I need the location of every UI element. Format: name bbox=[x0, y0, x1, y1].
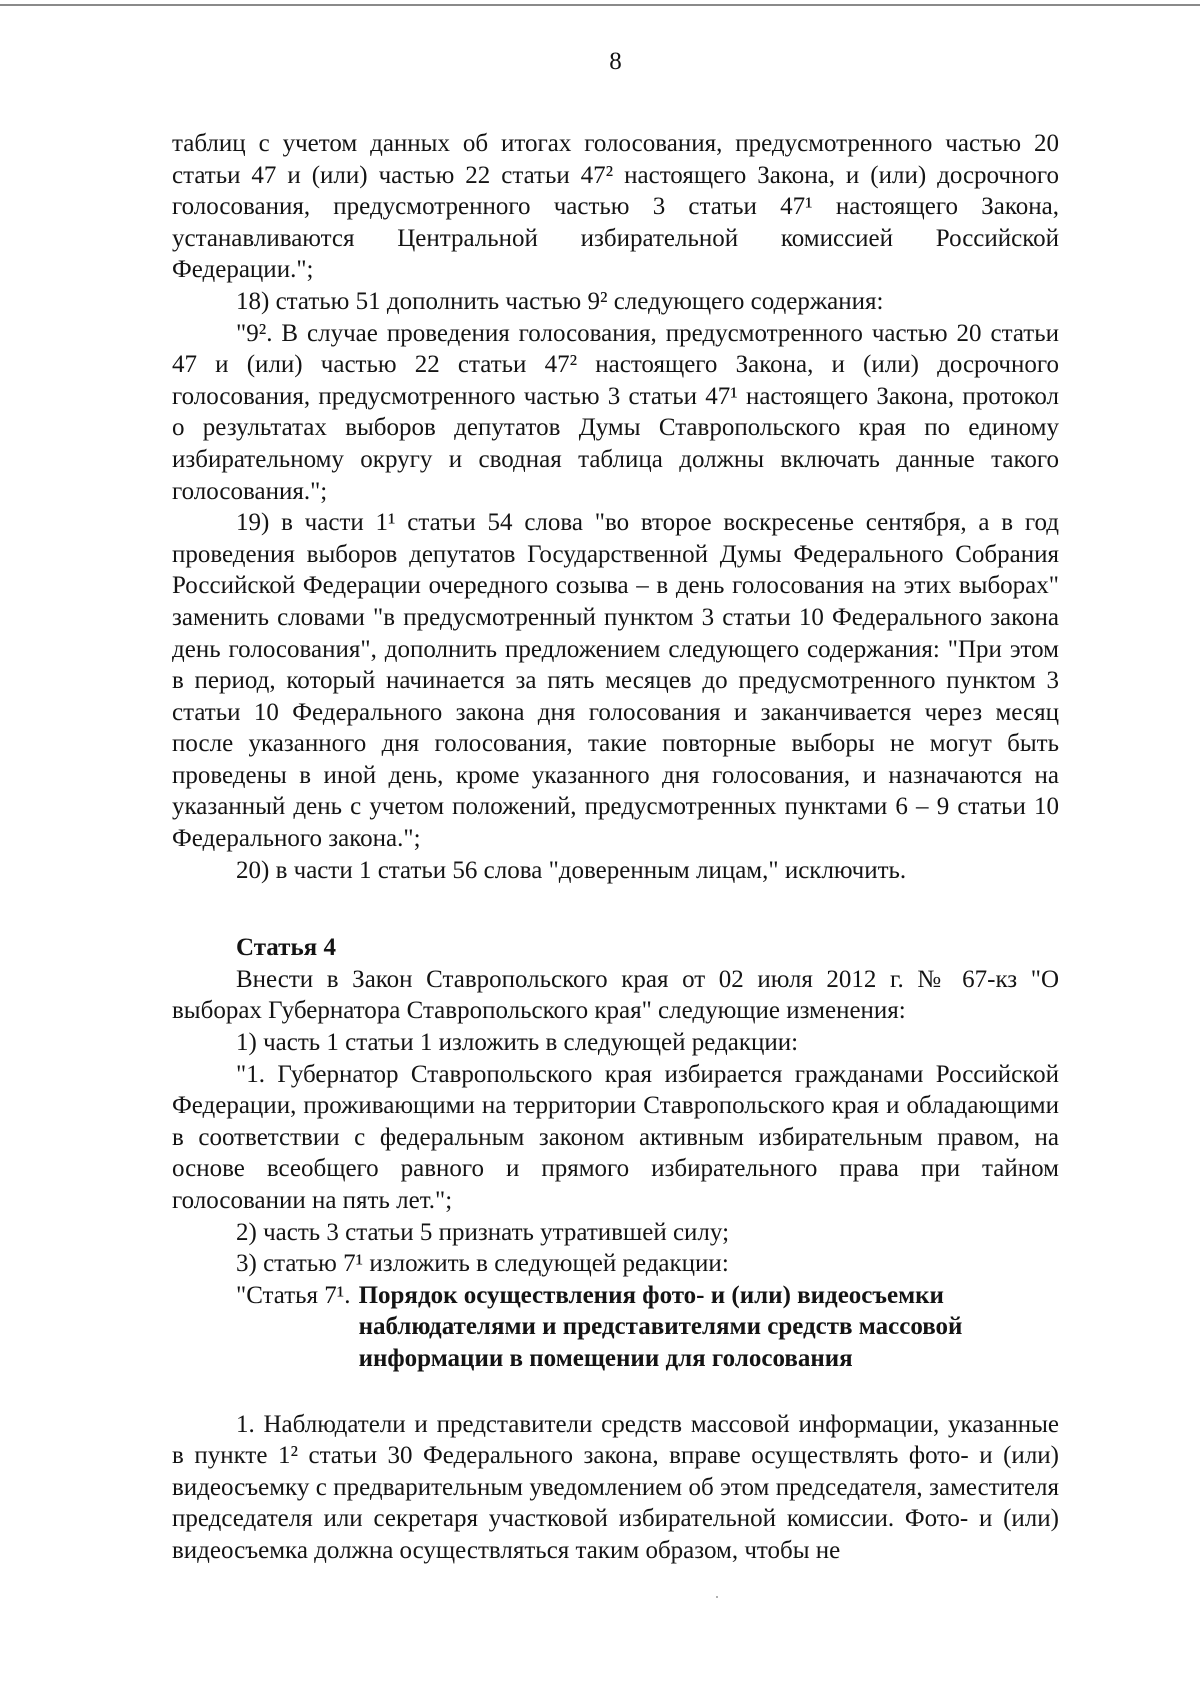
paragraph-continuation: таблиц с учетом данных об итогах голосования, предусмотренного частью 20 статьи 47 и (или) частью 22 статьи 47² настоящего Закона, и (или) досрочного голосования, предусмотренного частью 3 статьи 47¹ настоящего Закона, устанавливаются Центральной избирательной комиссией Российской Федерации."; bbox=[172, 130, 1059, 284]
article-4-heading: Статья 4 bbox=[236, 934, 336, 962]
page-top-border bbox=[0, 4, 1200, 6]
paragraph-item-19: 19) в части 1¹ статьи 54 слова "во второе воскресенье сентября, а в год проведения выборов депутатов Государственной Думы Федерального Собрания Российской Федерации очередного созыва – в день голосования на этих выборах" заменить словами "в предусмотренный пунктом 3 статьи 10 Федерального закона день голосования", дополнить предложением следующего содержания: "При этом в период, который начинается за пять месяцев до предусмотренного пунктом 3 статьи 10 Федерального закона дня голосования и заканчивается через месяц после указанного дня голосования, такие повторные выборы не могут быть проведены в иной день, кроме указанного дня голосования, и назначаются на указанный день с учетом положений, предусмотренных пунктами 6 – 9 статьи 10 Федерального закона."; bbox=[172, 509, 1059, 853]
paragraph-item-18: 18) статью 51 дополнить частью 9² следующего содержания: bbox=[236, 287, 884, 315]
paragraph-item-20: 20) в части 1 статьи 56 слова "доверенным лицам," исключить. bbox=[236, 856, 907, 884]
article-4-item-3: 3) статью 7¹ изложить в следующей редакции: bbox=[236, 1250, 729, 1278]
sub-article-prefix: "Статья 7¹. bbox=[236, 1281, 351, 1309]
article-4-item-1: 1) часть 1 статьи 1 изложить в следующей редакции: bbox=[236, 1029, 799, 1057]
sub-article-title: Порядок осуществления фото- и (или) видеосъемки наблюдателями и представителями средств массовой информации в помещении для голосования bbox=[358, 1281, 963, 1372]
document-page bbox=[172, 44, 1059, 1567]
paragraph-part-9-2: "9². В случае проведения голосования, предусмотренного частью 20 статьи 47 и (или) частью 22 статьи 47² настоящего Закона, и (или) досрочного голосования, предусмотренного частью 3 статьи 47¹ настоящего Закона, протокол о результатах выборов депутатов Думы Ставропольского края по единому избирательному округу и сводная таблица должны включать данные такого голосования."; bbox=[172, 319, 1059, 505]
article-4-intro: Внести в Закон Ставропольского края от 02 июля 2012 г. № 67-кз "О выборах Губернатора Ставропольского края" следующие изменения: bbox=[172, 965, 1059, 1025]
article-4-item-2: 2) часть 3 статьи 5 признать утратившей силу; bbox=[236, 1218, 730, 1246]
article-4-item-1-text: "1. Губернатор Ставропольского края избирается гражданами Российской Федерации, проживающими на территории Ставропольского края и обладающими в соответствии с федеральным законом активным избирательным правом, на основе всеобщего равного и прямого избирательного права при тайном голосовании на пять лет."; bbox=[172, 1060, 1059, 1214]
sub-article-paragraph-1: 1. Наблюдатели и представители средств массовой информации, указанные в пункте 1² статьи 30 Федерального закона, вправе осуществлять фото- и (или) видеосъемку с предварительным уведомлением об этом председателя, заместителя председателя или секретаря участковой избирательной комиссии. Фото- и (или) видеосъемка должна осуществляться таким образом, чтобы не bbox=[172, 1410, 1059, 1564]
scan-artifact bbox=[716, 1596, 718, 1598]
page-number: 8 bbox=[609, 48, 622, 75]
sub-article-heading bbox=[172, 1280, 1059, 1375]
